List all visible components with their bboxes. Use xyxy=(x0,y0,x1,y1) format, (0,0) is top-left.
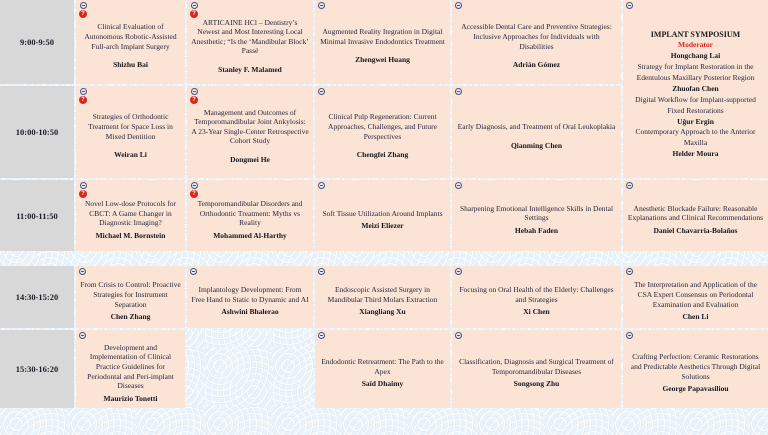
schedule-table-afternoon xyxy=(0,266,768,408)
session-title: Clinical Pulp Regeneration: Current Approaches, Challenges, and Future Perspectives xyxy=(328,112,437,141)
video-icon[interactable] xyxy=(80,2,87,9)
video-icon[interactable] xyxy=(318,332,325,339)
session-cell[interactable] xyxy=(76,266,185,328)
implant-symposium-cell[interactable] xyxy=(623,0,768,178)
speaker-name: Dongmei He xyxy=(230,155,270,164)
session-icons xyxy=(455,332,462,339)
moderator-label: Moderator xyxy=(678,40,713,50)
video-icon[interactable] xyxy=(455,182,462,189)
speaker-name: Chengfei Zhang xyxy=(356,150,409,160)
session-icons xyxy=(455,2,462,9)
speaker-name: Hongchang Lai xyxy=(670,51,721,61)
speaker-name: Michael M. Bornstein xyxy=(95,230,166,240)
speaker-name: Xi Chen xyxy=(523,307,550,317)
video-icon[interactable] xyxy=(455,2,462,9)
session-cell[interactable] xyxy=(187,86,313,178)
session-icons xyxy=(626,332,633,339)
video-icon[interactable] xyxy=(455,332,462,339)
session-icons xyxy=(626,268,633,275)
video-icon[interactable] xyxy=(79,268,86,275)
session-title: Crafting Perfection: Ceramic Restorations and Predictable Aesthetics Through Digital Solutions xyxy=(630,352,761,381)
speaker-name: Chen Zhang xyxy=(110,312,151,322)
session-icons xyxy=(455,268,462,275)
time-slot xyxy=(0,330,74,408)
session-icons xyxy=(455,182,462,189)
video-icon[interactable] xyxy=(318,182,325,189)
speaker-name: Stanley F. Malamed xyxy=(218,65,282,74)
speaker-name: Uğur Ergin xyxy=(677,116,714,126)
session-cell[interactable] xyxy=(452,0,621,84)
session-icons xyxy=(79,182,87,198)
session-title: From Crisis to Control: Proactive Strategies for Instrument Separation xyxy=(80,280,181,309)
pin-icon[interactable]: ? xyxy=(79,10,87,18)
session-cell[interactable] xyxy=(315,330,450,408)
time-slot xyxy=(0,266,74,328)
session-title: Augmented Reality Itegration in Digital Minimal Invasive Endodontics Treatment xyxy=(320,27,445,46)
time-slot xyxy=(0,86,74,178)
speaker-name: Hebah Faden xyxy=(514,225,559,235)
session-title: Early Diagnosis, and Treatment of Oral Leukoplakia xyxy=(457,122,616,132)
time-label: 10:00-10:50 xyxy=(15,127,59,137)
session-title: Classification, Diagnosis and Surgical Treatment of Temporomandibular Diseases xyxy=(459,357,614,376)
session-icons xyxy=(79,332,86,339)
speaker-name: Maurizio Tonetti xyxy=(103,393,158,403)
video-icon[interactable] xyxy=(191,2,198,9)
session-cell[interactable] xyxy=(452,266,621,328)
session-cell[interactable] xyxy=(315,266,450,328)
video-icon[interactable] xyxy=(318,2,325,9)
empty-slot xyxy=(187,330,313,408)
session-title: Implantology Development: From Free Hand to Static to Dynamic and AI xyxy=(191,285,309,304)
speaker-name: Xiangliang Xu xyxy=(359,307,406,317)
session-title: Sharpening Emotional Intelligence Skills in Dental Settings xyxy=(459,203,614,223)
video-icon[interactable] xyxy=(80,88,87,95)
speaker-name: Weiran Li xyxy=(114,150,147,160)
video-icon[interactable] xyxy=(191,88,198,95)
session-icons xyxy=(318,268,325,275)
pin-icon[interactable]: ? xyxy=(190,10,198,18)
video-icon[interactable] xyxy=(626,182,633,189)
session-icons xyxy=(79,88,87,104)
session-title: Development and Implementation of Clinical Practice Guidelines for Periodontal and Peri-implant Diseases xyxy=(87,342,174,391)
speaker-name: Zhuofan Chen xyxy=(672,83,719,93)
time-label: 9:00-9:50 xyxy=(20,37,54,47)
session-icons xyxy=(79,268,86,275)
session-cell[interactable] xyxy=(76,0,185,84)
speaker-name: Zhengwei Huang xyxy=(355,55,410,65)
session-title: Accessible Dental Care and Preventive Strategies: Inclusive Approaches for Individuals with Disabilities xyxy=(461,22,612,51)
symposium-heading: IMPLANT SYMPOSIUM xyxy=(650,29,741,39)
session-cell[interactable] xyxy=(315,0,450,84)
speaker-name: Shizhu Bai xyxy=(113,60,148,70)
session-cell[interactable] xyxy=(76,330,185,408)
session-title: Management and Outcomes of Temporomandibular Joint Ankylosis: A 23-Year Single-Center Retrospective Cohort Study xyxy=(191,107,309,146)
session-cell[interactable] xyxy=(187,180,313,251)
video-icon[interactable] xyxy=(318,88,325,95)
speaker-name: Chen Li xyxy=(682,312,709,322)
session-title: Contemporary Approach to the Anterior Maxilla xyxy=(635,127,756,148)
speaker-name: Qianming Chen xyxy=(510,140,563,150)
session-title: Novel Low-dose Protocols for CBCT: A Game Changer in Diagnostic Imaging? xyxy=(84,198,177,228)
session-cell[interactable] xyxy=(187,266,313,328)
session-cell[interactable] xyxy=(452,86,621,178)
session-cell[interactable] xyxy=(76,86,185,178)
session-title: Digital Workflow for Implant-supported Fixed Restorations xyxy=(635,94,756,115)
session-icons xyxy=(190,2,198,18)
time-slot xyxy=(0,0,74,84)
pin-icon[interactable]: ? xyxy=(190,96,198,104)
session-icons xyxy=(626,2,633,9)
session-icons xyxy=(190,268,197,275)
speaker-name: Ashwini Bhalerao xyxy=(221,307,279,317)
session-cell[interactable] xyxy=(623,266,768,328)
video-icon[interactable] xyxy=(455,88,462,95)
session-icons xyxy=(318,88,325,95)
session-title: Endoscopic Assisted Surgery in Mandibular Third Molars Extraction xyxy=(327,285,438,304)
video-icon[interactable] xyxy=(626,268,633,275)
session-icons xyxy=(455,88,462,95)
session-title: The Interpretation and Application of the CSA Expert Consensus on Periodontal Examination and Evaluation xyxy=(633,280,758,309)
session-cell[interactable] xyxy=(452,330,621,408)
session-cell[interactable] xyxy=(315,180,450,251)
session-cell[interactable] xyxy=(452,180,621,251)
session-title: ARTICAINE HCl – Dentistry’s Newest and Most Interesting Local Anesthetic; “Is the ‘Mandibular Block’ Passé xyxy=(191,17,309,56)
session-title: Focusing on Oral Health of the Elderly: Challenges and Strategies xyxy=(459,285,614,304)
session-title: Soft Tissue Utilization Around Implants xyxy=(322,208,443,218)
pin-icon[interactable]: ? xyxy=(190,190,198,198)
session-cell[interactable] xyxy=(187,0,313,84)
video-icon[interactable] xyxy=(190,268,197,275)
video-icon[interactable] xyxy=(191,182,198,189)
session-icons xyxy=(318,2,325,9)
speaker-name: Adrián Gómez xyxy=(512,60,561,70)
video-icon[interactable] xyxy=(79,332,86,339)
video-icon[interactable] xyxy=(626,2,633,9)
video-icon[interactable] xyxy=(80,182,87,189)
session-title: Clinical Evaluation of Autonomous Robotic-Assisted Full-arch Implant Surgery xyxy=(84,22,177,51)
speaker-name: George Papavasiliou xyxy=(662,384,729,394)
speaker-name: Meizi Eliezer xyxy=(361,221,404,231)
session-icons xyxy=(318,332,325,339)
session-cell[interactable] xyxy=(315,86,450,178)
session-title: Strategy for Implant Restoration in the Edentulous Maxillary Posterior Region xyxy=(636,62,755,83)
session-title: Temporomandibular Disorders and Orthodontic Treatment: Myths vs Reality xyxy=(197,198,303,228)
session-title: Anesthetic Blockade Failure: Reasonable Explanations and Clinical Recommendations xyxy=(627,203,764,223)
video-icon[interactable] xyxy=(455,268,462,275)
speaker-name: Helder Moura xyxy=(672,149,719,159)
time-label: 14:30-15:20 xyxy=(15,292,59,302)
video-icon[interactable] xyxy=(318,268,325,275)
session-title: Endodontic Retreatment: The Path to the Apex xyxy=(321,357,444,376)
session-icons xyxy=(318,182,325,189)
speaker-name: Daniel Chavarria-Bolaños xyxy=(653,225,738,235)
session-icons xyxy=(190,88,198,104)
session-title: Strategies of Orthodontic Treatment for Space Loss in Mixed Dentition xyxy=(88,112,173,141)
video-icon[interactable] xyxy=(626,332,633,339)
session-icons xyxy=(190,182,198,198)
speaker-name: Saïd Dhaimy xyxy=(361,379,404,389)
pin-icon[interactable]: ? xyxy=(79,96,87,104)
time-slot xyxy=(0,180,74,251)
speaker-name: Mohammed Al-Harthy xyxy=(213,230,287,240)
session-cell[interactable] xyxy=(623,180,768,251)
session-icons xyxy=(79,2,87,18)
pin-icon[interactable]: ? xyxy=(79,190,87,198)
time-label: 11:00-11:50 xyxy=(16,210,58,221)
session-icons xyxy=(626,182,633,189)
session-cell[interactable] xyxy=(76,180,185,251)
session-cell[interactable] xyxy=(623,330,768,408)
time-label: 15:30-16:20 xyxy=(15,364,59,374)
speaker-name: Songsong Zhu xyxy=(513,379,560,389)
